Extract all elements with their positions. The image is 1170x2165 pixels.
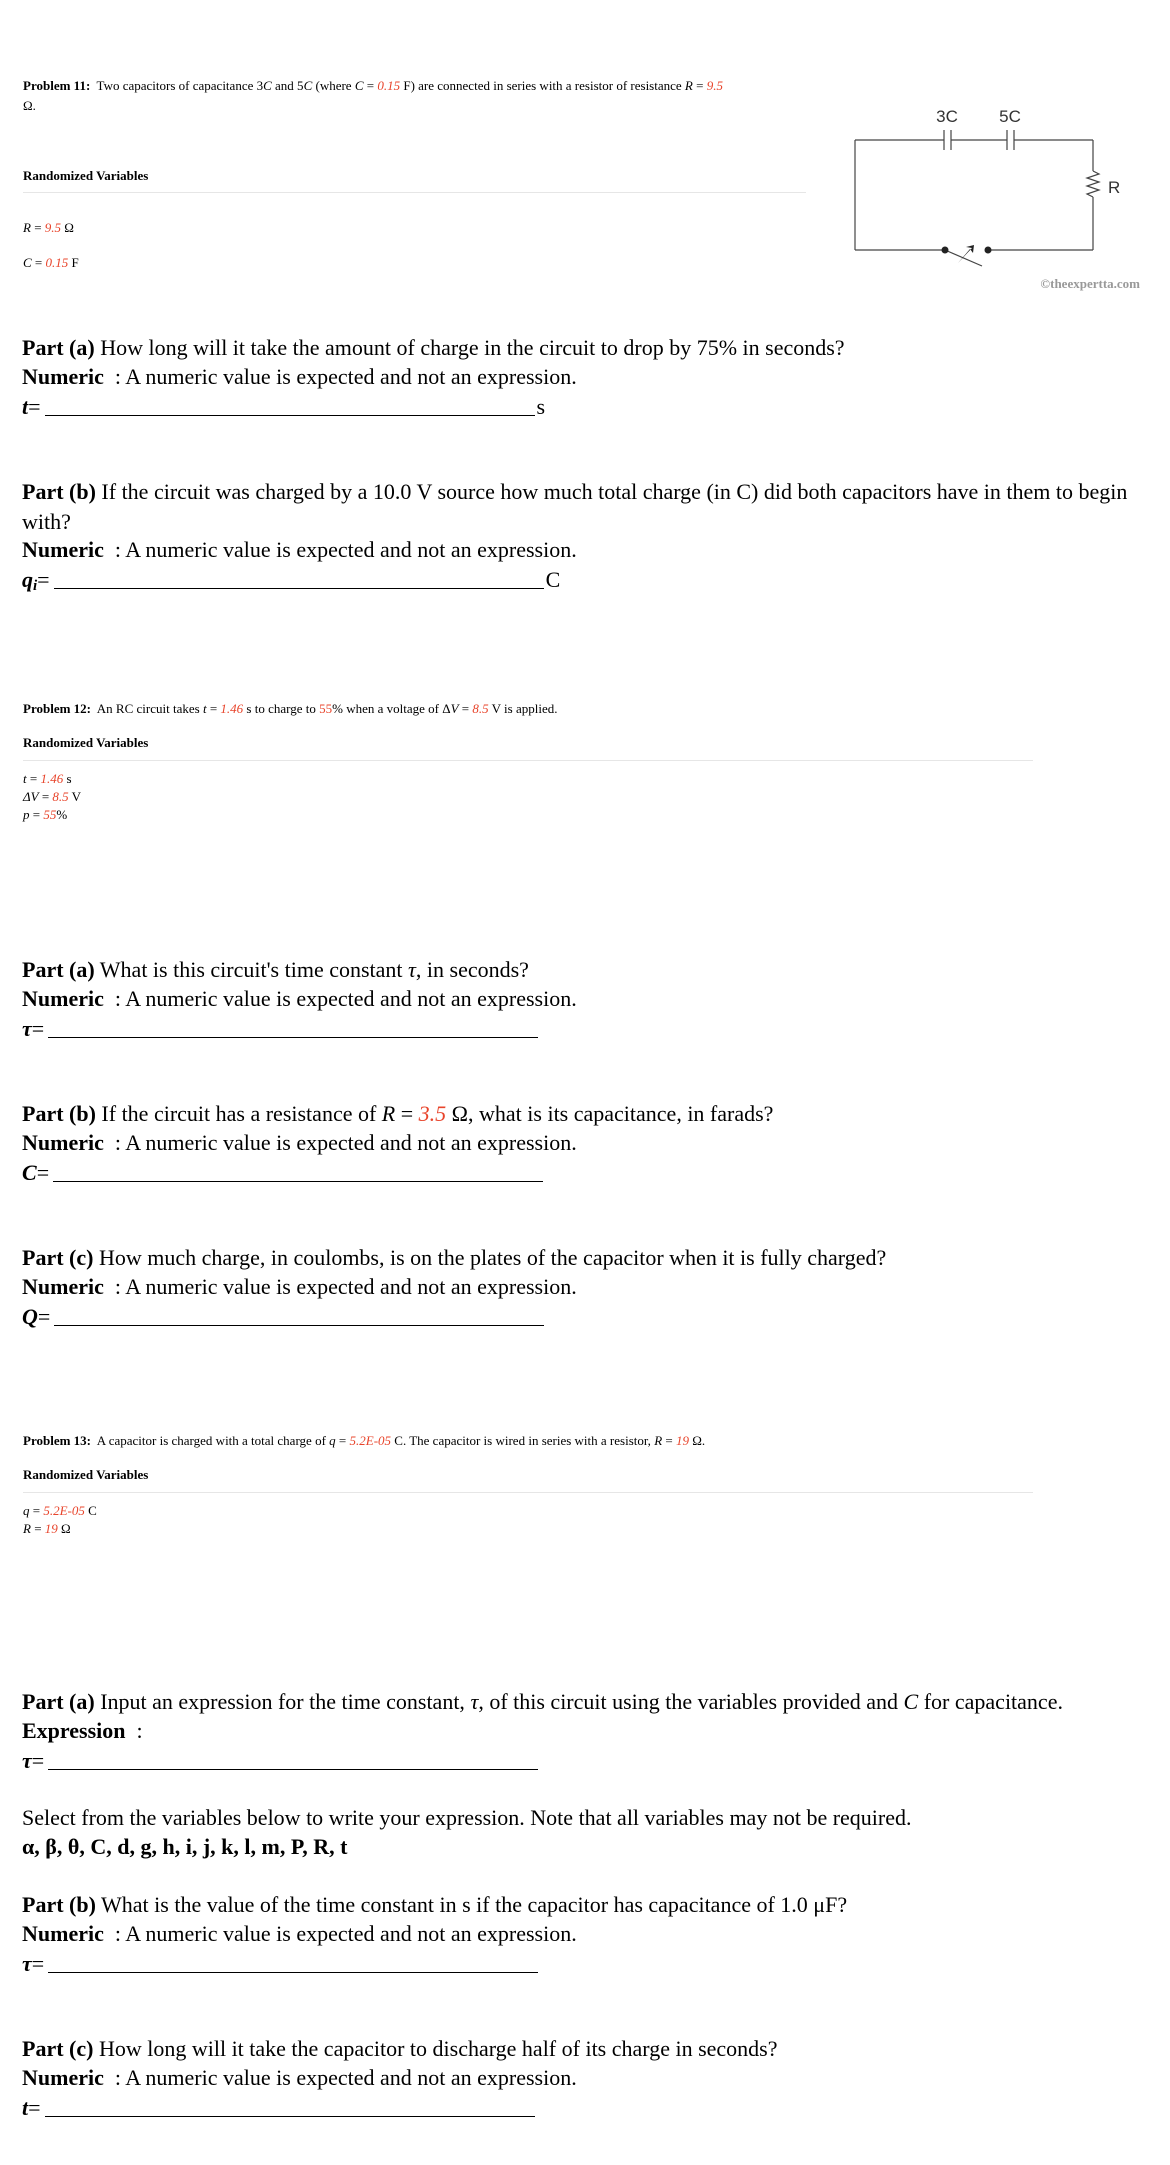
part-text: Ω, what is its capacitance, in farads? — [446, 1101, 774, 1126]
copyright-text: ©theexpertta.com — [1040, 276, 1140, 291]
rv-eq: = — [26, 771, 41, 786]
answer-var: Q — [22, 1304, 38, 1329]
part-label: Part (b) — [22, 479, 96, 504]
stmt-var: C — [354, 78, 364, 93]
numeric-text: : A numeric value is expected and not an expression. — [103, 1921, 577, 1946]
problem-11-statement — [23, 76, 813, 116]
part-text: If the circuit was charged by a 10.0 V source how much total charge (in C) did both capacitors have in them to begin with? — [22, 479, 1128, 534]
stmt-text: F) are connected in series with a resistor of resistance — [400, 78, 685, 93]
part-var: R — [381, 1101, 396, 1126]
numeric-label: Numeric — [22, 1274, 104, 1299]
rv-var: t — [23, 771, 27, 786]
part-text: How long will it take the capacitor to discharge half of its charge in seconds? — [93, 2036, 778, 2061]
randomized-variables-heading: Randomized Variables — [23, 1467, 149, 1482]
rv-unit: s — [63, 771, 72, 786]
randomized-variables-heading: Randomized Variables — [23, 168, 149, 183]
randomized-variable — [23, 770, 72, 788]
stmt-var: t — [202, 701, 207, 716]
part-var: τ — [408, 957, 416, 982]
answer-var: q — [22, 567, 33, 592]
rv-value: 55 — [43, 807, 57, 822]
randomized-variable — [23, 788, 81, 806]
rv-var: ΔV — [23, 789, 39, 804]
part-text: , of this circuit using the variables provided and — [478, 1689, 904, 1714]
rv-unit: C — [84, 1503, 97, 1518]
rv-unit: Ω — [61, 220, 74, 235]
numeric-label: Numeric — [22, 2065, 104, 2090]
answer-var: τ — [22, 1748, 32, 1773]
part-c-question — [22, 1243, 1152, 1273]
part-label: Part (a) — [22, 335, 95, 360]
expression-label: Expression — [22, 1718, 126, 1743]
rv-eq: = — [30, 220, 45, 235]
stmt-var: R — [684, 78, 693, 93]
numeric-hint — [22, 1128, 577, 1158]
stmt-text: = — [206, 701, 221, 716]
numeric-label: Numeric — [22, 1130, 104, 1155]
part-var: C — [903, 1689, 919, 1714]
problem-11-label: Problem 11: — [23, 78, 91, 93]
answer-row — [22, 1014, 538, 1044]
resistor-label: R — [1108, 178, 1121, 197]
part-var: τ — [470, 1689, 479, 1714]
part-text: How long will it take the amount of charge in the circuit to drop by 75% in seconds? — [94, 335, 845, 360]
stmt-text: and 5 — [271, 78, 304, 93]
stmt-text: = — [335, 1433, 350, 1448]
problem-12-label: Problem 12: — [23, 701, 91, 716]
stmt-text: s to charge to — [243, 701, 320, 716]
stmt-text: = — [458, 701, 473, 716]
part-text: What is the value of the time constant in s if the capacitor has capacitance of 1.0 μF? — [95, 1892, 848, 1917]
numeric-hint — [22, 1272, 577, 1302]
part-label: Part (a) — [22, 1689, 95, 1714]
problem-13-statement — [23, 1431, 1123, 1451]
numeric-label: Numeric — [22, 537, 104, 562]
numeric-hint — [22, 362, 577, 392]
part-label: Part (c) — [22, 2036, 94, 2061]
stmt-text: An RC circuit takes — [96, 701, 203, 716]
answer-eq: = — [31, 1951, 45, 1976]
part-label: Part (c) — [22, 1245, 94, 1270]
answer-row — [22, 392, 545, 422]
answer-input[interactable] — [54, 587, 544, 589]
randomized-value: 55 — [319, 701, 333, 716]
part-c-question — [22, 2034, 1152, 2064]
numeric-text: : A numeric value is expected and not an expression. — [103, 986, 577, 1011]
answer-eq: = — [31, 1748, 45, 1773]
randomized-value: 3.5 — [418, 1101, 447, 1126]
rv-eq: = — [31, 255, 46, 270]
answer-row — [22, 2093, 535, 2123]
part-label: Part (a) — [22, 957, 95, 982]
answer-unit: s — [536, 394, 546, 419]
answer-var: τ — [22, 1951, 32, 1976]
randomized-variable — [23, 1520, 71, 1538]
part-b-question — [22, 1099, 1152, 1129]
stmt-text: Two capacitors of capacitance 3 — [96, 78, 264, 93]
stmt-text: = — [363, 78, 378, 93]
answer-var: C — [22, 1160, 37, 1185]
part-a-question — [22, 333, 1152, 363]
answer-row — [22, 1949, 538, 1979]
numeric-text: : A numeric value is expected and not an expression. — [103, 1274, 577, 1299]
answer-eq: = — [31, 1016, 45, 1041]
circuit-diagram — [840, 95, 1150, 295]
answer-eq: = — [36, 1160, 50, 1185]
stmt-var: V — [450, 701, 459, 716]
stmt-text: (where — [312, 78, 355, 93]
stmt-var: C — [303, 78, 313, 93]
divider — [23, 760, 1033, 761]
part-text: , in seconds? — [415, 957, 529, 982]
answer-input[interactable] — [45, 2115, 535, 2117]
numeric-label: Numeric — [22, 986, 104, 1011]
rv-var: p — [23, 807, 30, 822]
answer-row — [22, 1158, 543, 1188]
problem-13-label: Problem 13: — [23, 1433, 91, 1448]
capacitor-3c-label: 3C — [936, 107, 958, 126]
answer-input[interactable] — [48, 1971, 538, 1973]
randomized-variable — [23, 219, 74, 237]
answer-row — [22, 1302, 544, 1332]
randomized-value: 5.2E-05 — [349, 1433, 392, 1448]
answer-var: τ — [22, 1016, 32, 1041]
answer-input[interactable] — [48, 1768, 538, 1770]
answer-eq: = — [28, 2095, 41, 2120]
stmt-text: Ω. — [23, 98, 36, 113]
rv-unit: % — [56, 807, 68, 822]
randomized-value: 8.5 — [472, 701, 489, 716]
part-text: = — [395, 1101, 419, 1126]
answer-row — [22, 565, 560, 595]
part-a-question — [22, 1687, 1162, 1717]
part-text: How much charge, in coulombs, is on the plates of the capacitor when it is fully charged? — [93, 1245, 887, 1270]
randomized-value: 0.15 — [377, 78, 401, 93]
rv-eq: = — [29, 807, 44, 822]
answer-input[interactable] — [45, 414, 535, 416]
rv-var: R — [23, 1521, 31, 1536]
randomized-variable — [23, 806, 67, 824]
part-text: What is this circuit's time constant — [94, 957, 409, 982]
stmt-var: q — [329, 1433, 336, 1448]
stmt-text: V is applied. — [488, 701, 558, 716]
answer-row — [22, 1746, 538, 1776]
answer-input[interactable] — [54, 1324, 544, 1326]
numeric-label: Numeric — [22, 364, 104, 389]
rv-var: C — [23, 255, 32, 270]
rv-unit: V — [68, 789, 82, 804]
numeric-text: : A numeric value is expected and not an expression. — [103, 2065, 577, 2090]
randomized-value: 9.5 — [706, 78, 723, 93]
rv-eq: = — [30, 1521, 45, 1536]
numeric-hint — [22, 2063, 577, 2093]
part-text: Input an expression for the time constant, — [94, 1689, 471, 1714]
randomized-variable — [23, 254, 79, 272]
rv-var: R — [23, 220, 31, 235]
answer-eq: = — [37, 567, 50, 592]
answer-eq: = — [28, 394, 41, 419]
numeric-hint — [22, 1919, 577, 1949]
answer-eq: = — [37, 1304, 51, 1329]
select-variables-instruction: Select from the variables below to write your expression. Note that all variables may not be required. — [22, 1805, 912, 1830]
randomized-value: 19 — [675, 1433, 689, 1448]
rv-value: 0.15 — [45, 255, 69, 270]
answer-unit: C — [545, 567, 561, 592]
randomized-variable — [23, 1502, 97, 1520]
part-text: for capacitance. — [918, 1689, 1063, 1714]
expression-text: : — [125, 1718, 143, 1743]
stmt-text: C. The capacitor is wired in series with a resistor, — [391, 1433, 655, 1448]
answer-var: t — [22, 394, 29, 419]
stmt-text: = — [662, 1433, 676, 1448]
divider — [23, 192, 806, 193]
divider — [23, 1492, 1033, 1493]
part-a-question — [22, 955, 1152, 985]
stmt-var: C — [263, 78, 272, 93]
numeric-text: : A numeric value is expected and not an expression. — [103, 364, 577, 389]
part-label: Part (b) — [22, 1892, 96, 1917]
rv-eq: = — [29, 1503, 44, 1518]
rv-value: 19 — [44, 1521, 58, 1536]
numeric-label: Numeric — [22, 1921, 104, 1946]
part-text: If the circuit has a resistance of — [95, 1101, 382, 1126]
rv-var: q — [23, 1503, 30, 1518]
numeric-text: : A numeric value is expected and not an expression. — [103, 537, 577, 562]
rv-unit: F — [68, 255, 79, 270]
rv-value: 9.5 — [44, 220, 62, 235]
expression-hint — [22, 1716, 143, 1746]
problem-12-statement — [23, 699, 1123, 719]
randomized-variables-heading: Randomized Variables — [23, 735, 149, 750]
rv-unit: Ω — [57, 1521, 71, 1536]
rv-value: 8.5 — [52, 789, 69, 804]
numeric-hint — [22, 984, 577, 1014]
stmt-text: % when a voltage of Δ — [332, 701, 451, 716]
stmt-text: A capacitor is charged with a total charge of — [96, 1433, 330, 1448]
capacitor-5c-label: 5C — [999, 107, 1021, 126]
part-label: Part (b) — [22, 1101, 96, 1126]
stmt-text: Ω. — [688, 1433, 706, 1448]
numeric-text: : A numeric value is expected and not an expression. — [103, 1130, 577, 1155]
part-b-question — [22, 1890, 1152, 1920]
rv-eq: = — [38, 789, 53, 804]
randomized-value: 1.46 — [220, 701, 244, 716]
variable-list: α, β, θ, C, d, g, h, i, j, k, l, m, P, R, t — [22, 1834, 348, 1859]
answer-input[interactable] — [53, 1180, 543, 1182]
answer-var: t — [22, 2095, 29, 2120]
rv-value: 5.2E-05 — [43, 1503, 85, 1518]
answer-input[interactable] — [48, 1036, 538, 1038]
stmt-var: R — [654, 1433, 663, 1448]
part-b-question — [22, 477, 1162, 537]
numeric-hint — [22, 535, 577, 565]
rv-value: 1.46 — [40, 771, 64, 786]
stmt-text: = — [692, 78, 707, 93]
answer-var-subscript: i — [33, 578, 38, 594]
